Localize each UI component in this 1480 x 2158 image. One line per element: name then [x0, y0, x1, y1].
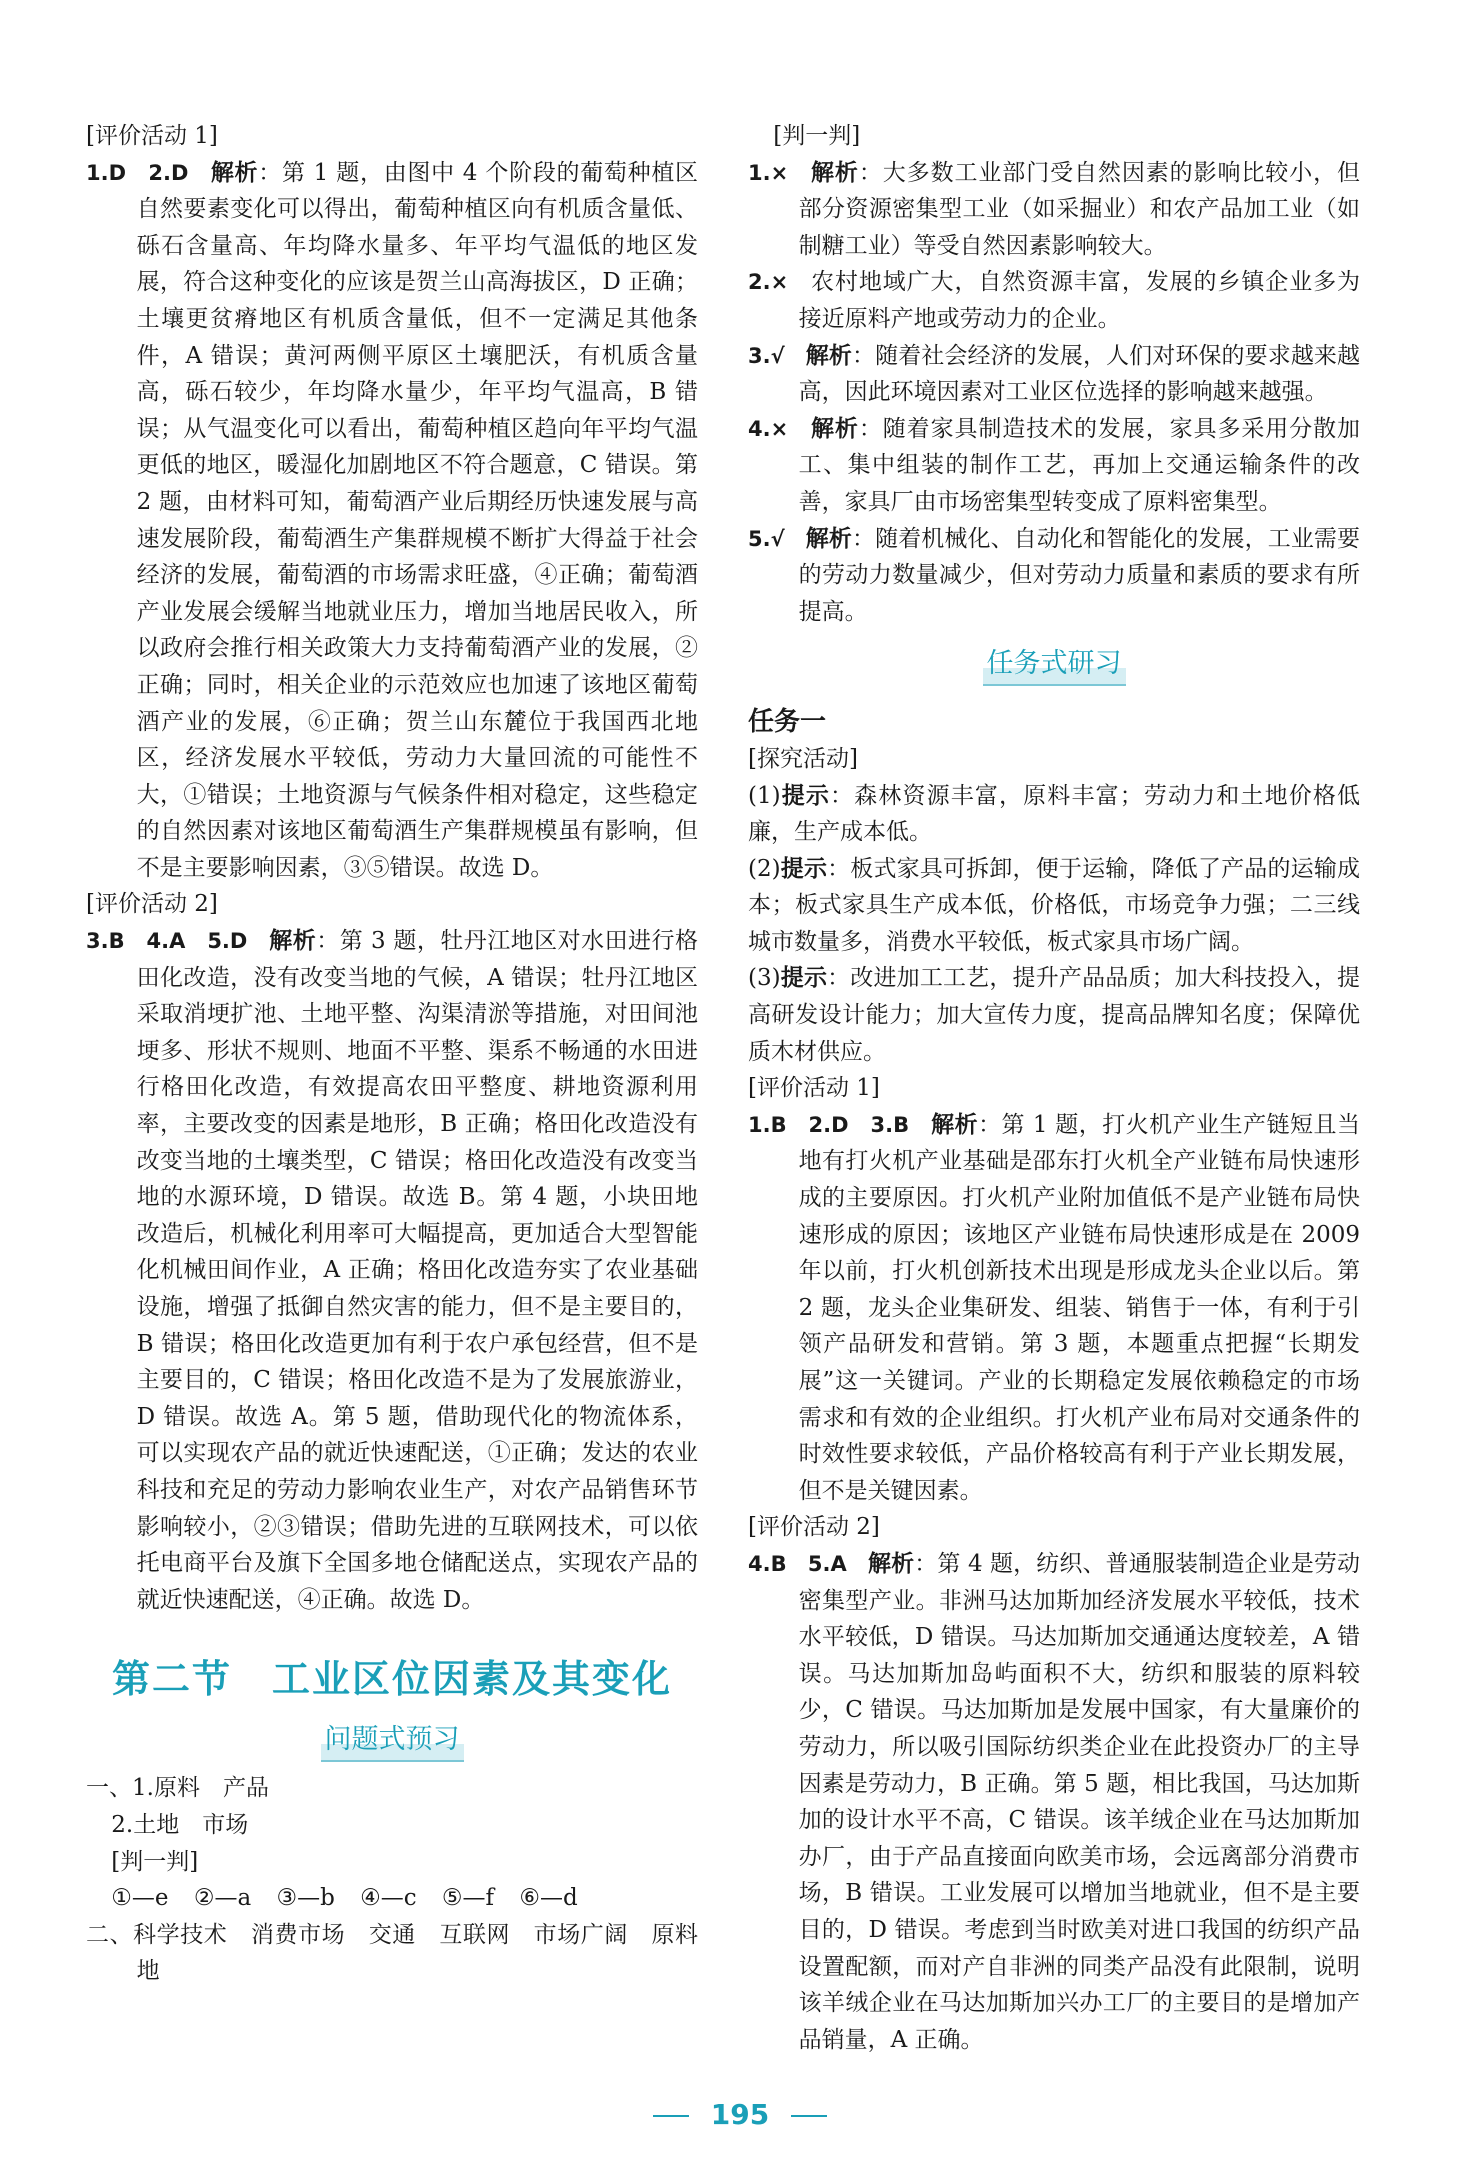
- answer-line-two: 二、科学技术 消费市场 交通 互联网 市场广阔 原料地: [86, 1921, 698, 1985]
- judge-item-2: [748, 264, 1360, 337]
- analysis-keyword: 解析: [867, 1549, 915, 1577]
- answer-block-3-5: [86, 923, 698, 1618]
- explore-text: ：森林资源丰富，原料丰富；劳动力和土地价格低廉，生产成本低。: [748, 782, 1361, 846]
- eval-activity-1-right-label: [评价活动 1]: [748, 1075, 880, 1102]
- analysis-text: ：第 1 题，打火机产业生产链短且当地有打火机产业基础是邵东打火机全产业链布局快速形成的主要原因。打火机产业附加值低不是产业链布局快速形成的原因；该地区产业链布局快速形成是在 2009 年以前，打火机创新技术出现是形成龙头企业以后。第 2 题，龙头企业集研发、组装、销售于一体，有利于引领产品研发和营销。第 3 题，本题重点把握“长期发展”这一关键词。产业的长期稳定发展依赖稳定的市场需求和有效的企业组织。打火机产业布局对交通条件的时效性要求较低，产品价格较高有利于产业长期发展，但不是关键因素。: [798, 1111, 1360, 1504]
- answer-line-1: 一、1.原料 产品: [86, 1775, 269, 1802]
- footer-dash-right: [791, 2115, 827, 2117]
- explore-item-2: [748, 851, 1360, 961]
- analysis-keyword: 解析: [269, 927, 317, 955]
- judge-item-3: [748, 338, 1360, 411]
- pair-4: ④—c: [360, 1885, 417, 1912]
- eval-activity-2-right-label: [评价活动 2]: [748, 1514, 880, 1541]
- judge-text: ：随着社会经济的发展，人们对环保的要求越来越高，因此环境因素对工业区位选择的影响越来越强。: [798, 342, 1361, 406]
- right-column: [748, 118, 1360, 2058]
- pair-1: ①—e: [111, 1885, 169, 1912]
- eval-activity-2-label: [评价活动 2]: [86, 891, 218, 918]
- judge-num: 2.×: [748, 270, 812, 295]
- judge-text: 农村地域广大，自然资源丰富，发展的乡镇企业多为接近原料产地或劳动力的企业。: [798, 269, 1361, 332]
- hint-keyword: 提示: [780, 854, 828, 882]
- analysis-keyword: 解析: [931, 1110, 979, 1138]
- answer-numbers: 1.D 2.D: [86, 160, 211, 185]
- judge-num: 1.×: [748, 160, 812, 185]
- judge-item-1: [748, 155, 1360, 265]
- analysis-keyword: 解析: [811, 414, 859, 442]
- answer-block-1-2: [86, 155, 698, 887]
- analysis-keyword: 解析: [805, 524, 852, 552]
- analysis-text: ：第 4 题，纺织、普通服装制造企业是劳动密集型产业。非洲马达加斯加经济发展水平较低，技术水平较低，D 错误。马达加斯加交通通达度较差，A 错误。马达加斯加岛屿面积不大，纺织和服装的原料较少，C 错误。马达加斯加是发展中国家，有大量廉价的劳动力，所以吸引国际纺织类企业在此投资办厂的主导因素是劳动力，B 正确。第 5 题，相比我国，马达加斯加的设计水平不高，C 错误。该羊绒企业在马达加斯加办厂，由于产品直接面向欧美市场，会远离部分消费市场，B 错误。工业发展可以增加当地就业，但不是主要目的，D 错误。考虑到当时欧美对进口我国的纺织产品设置配额，而对产自非洲的同类产品没有此限制，说明该羊绒企业在马达加斯加兴办工厂的主要目的是增加产品销量，A 正确。: [798, 1550, 1360, 2053]
- preview-badge: 问题式预习: [321, 1720, 464, 1762]
- judge-num: 3.√: [748, 343, 806, 368]
- judge-item-4: [748, 411, 1360, 521]
- eval-activity-1-label: [评价活动 1]: [86, 123, 218, 149]
- judge-text: ：随着机械化、自动化和智能化的发展，工业需要的劳动力数量减少，但对劳动力质量和素质的要求有所提高。: [798, 525, 1361, 625]
- hint-keyword: 提示: [780, 964, 828, 992]
- page-number: 195: [710, 2098, 770, 2131]
- analysis-text: ：第 1 题，由图中 4 个阶段的葡萄种植区自然要素变化可以得出，葡萄种植区向有机质含量低、砾石含量高、年均降水量多、年平均气温低的地区发展，符合这种变化的应该是贺兰山高海拔区，D 正确；土壤更贫瘠地区有机质含量低，但不一定满足其他条件，A 错误；黄河两侧平原区土壤肥沃，有机质含量高，砾石较少，年均降水量少，年平均气温高，B 错误；从气温变化可以看出，葡萄种植区趋向年平均气温更低的地区，暖湿化加剧地区不符合题意，C 错误。第 2 题，由材料可知，葡萄酒产业后期经历快速发展与高速发展阶段，葡萄酒生产集群规模不断扩大得益于社会经济的发展，葡萄酒的市场需求旺盛，④正确；葡萄酒产业发展会缓解当地就业压力，增加当地居民收入，所以政府会推行相关政策大力支持葡萄酒产业的发展，②正确；同时，相关企业的示范效应也加速了该地区葡萄酒产业的发展，⑥正确；贺兰山东麓位于我国西北地区，经济发展水平较低，劳动力大量回流的可能性不大，①错误；土地资源与气候条件相对稳定，这些稳定的自然因素对该地区葡萄酒生产集群规模虽有影响，但不是主要影响因素，③⑤错误。故选 D。: [136, 159, 699, 881]
- explore-text: ：板式家具可拆卸，便于运输，降低了产品的运输成本；板式家具生产成本低，价格低，市场竞争力强；二三线城市数量多，消费水平较低，板式家具市场广阔。: [748, 855, 1361, 955]
- answer-line-2: 2.土地 市场: [111, 1811, 249, 1838]
- explore-num: (2): [748, 855, 781, 882]
- judge-label: [判一判]: [111, 1848, 199, 1875]
- pair-6: ⑥—d: [519, 1885, 578, 1912]
- footer-dash-left: [653, 2115, 689, 2117]
- pair-5: ⑤—f: [441, 1885, 495, 1912]
- page-footer: [0, 2098, 1480, 2131]
- judge-item-5: [748, 521, 1360, 631]
- left-column: [86, 118, 698, 1990]
- answer-numbers: 3.B 4.A 5.D: [86, 929, 270, 954]
- pair-2: ②—a: [193, 1885, 252, 1912]
- eval2-answer-block: [748, 1546, 1360, 2058]
- analysis-text: ：第 3 题，牡丹江地区对水田进行格田化改造，没有改变当地的气候，A 错误；牡丹江地区采取消埂扩池、土地平整、沟渠清淤等措施，对田间池埂多、形状不规则、地面不平整、渠系不畅通的水田进行格田化改造，有效提高农田平整度、耕地资源利用率，主要改变的因素是地形，B 正确；格田化改造没有改变当地的土壤类型，C 错误；格田化改造没有改变当地的水源环境，D 错误。故选 B。第 4 题，小块田地改造后，机械化利用率可大幅提高，更加适合大型智能化机械田间作业，A 正确；格田化改造夯实了农业基础设施，增强了抵御自然灾害的能力，但不是主要目的，B 错误；格田化改造更加有利于农户承包经营，但不是主要目的，C 错误；格田化改造不是为了发展旅游业，D 错误。故选 A。第 5 题，借助现代化的物流体系，可以实现农产品的就近快速配送，①正确；发达的农业科技和充足的劳动力影响农业生产，对农产品销售环节影响较小，②③错误；借助先进的互联网技术，可以依托电商平台及旗下全国多地仓储配送点，实现农产品的就近快速配送，④正确。故选 D。: [136, 928, 699, 1613]
- task-badge-wrap: [748, 644, 1360, 686]
- analysis-keyword: 解析: [210, 158, 259, 186]
- judge-num: 5.√: [748, 526, 806, 551]
- judge-label-right: [判一判]: [773, 123, 861, 149]
- explore-num: (3): [748, 965, 781, 992]
- pair-3: ③—b: [276, 1885, 335, 1912]
- task-title: 任务一: [748, 707, 827, 738]
- judge-text: ：随着家具制造技术的发展，家具多采用分散加工、集中组装的制作工艺，再加上交通运输条件的改善，家具厂由市场密集型转变成了原料密集型。: [798, 415, 1361, 515]
- judge-text: ：大多数工业部门受自然因素的影响比较小，但部分资源密集型工业（如采掘业）和农产品加工业（如制糖工业）等受自然因素影响较大。: [798, 159, 1361, 259]
- answer-numbers: 4.B 5.A: [748, 1551, 868, 1576]
- explore-item-3: [748, 960, 1360, 1070]
- answer-numbers: 1.B 2.D 3.B: [748, 1112, 932, 1137]
- eval1-answer-block: [748, 1107, 1360, 1510]
- analysis-keyword: 解析: [811, 158, 859, 186]
- explore-text: ：改进加工工艺，提升产品品质；加大科技投入，提高研发设计能力；加大宣传力度，提高品牌知名度；保障优质木材供应。: [748, 965, 1361, 1065]
- explore-num: (1): [748, 782, 781, 809]
- hint-keyword: 提示: [780, 781, 831, 809]
- explore-item-1: [748, 778, 1360, 851]
- explore-label: [探究活动]: [748, 745, 858, 772]
- preview-badge-wrap: [86, 1720, 698, 1762]
- analysis-keyword: 解析: [805, 341, 852, 369]
- matching-pairs: [86, 1880, 698, 1917]
- section-title: 第二节 工业区位因素及其变化: [111, 1656, 672, 1702]
- judge-num: 4.×: [748, 416, 812, 441]
- task-badge: 任务式研习: [983, 644, 1126, 686]
